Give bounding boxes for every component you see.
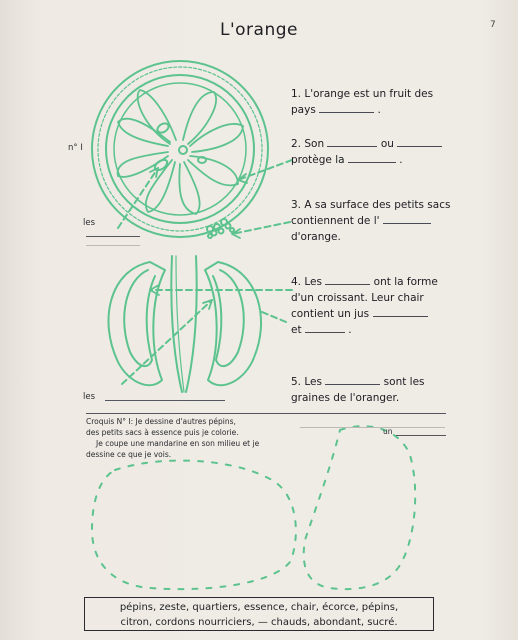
question-3 bbox=[291, 197, 461, 245]
croquis-instructions bbox=[86, 416, 296, 460]
q5-text-c: graines de l'oranger. bbox=[291, 392, 400, 404]
q4-number: 4. bbox=[291, 276, 302, 288]
q2-text-b: ou bbox=[380, 138, 394, 150]
q1-text-a: L'orange est un fruit des bbox=[304, 88, 434, 100]
question-4: 4. Les ont la forme d'un croissant. Leur chair contient un jus et . bbox=[291, 276, 438, 336]
q4-text-c: d'un croissant. Leur chair bbox=[291, 292, 424, 304]
question-5 bbox=[291, 374, 461, 406]
q1-text-b: pays bbox=[291, 104, 316, 116]
q4-text-b: ont la forme bbox=[373, 276, 438, 288]
q5-blank[interactable] bbox=[325, 374, 380, 385]
croquis-un-blank[interactable] bbox=[396, 435, 446, 436]
q2-blank-3[interactable] bbox=[348, 152, 396, 163]
croquis-answer-line bbox=[300, 427, 445, 428]
q5-text-a: Les bbox=[304, 376, 322, 388]
label-les-2: les bbox=[83, 392, 96, 402]
answer-line-les-2[interactable] bbox=[105, 400, 225, 401]
q5-number: 5. bbox=[291, 376, 302, 388]
label-les-1: les bbox=[83, 218, 96, 228]
question-2: 2. Son ou protège la . bbox=[291, 136, 461, 168]
croquis-un-label: un bbox=[383, 427, 393, 436]
q4-blank-1[interactable] bbox=[325, 274, 370, 285]
word-bank-box bbox=[84, 597, 434, 631]
q3-text-a: A sa surface des petits sacs bbox=[304, 199, 451, 211]
answer-line-les-1[interactable] bbox=[86, 236, 140, 237]
q4-blank-2[interactable] bbox=[373, 306, 428, 317]
croquis-separator bbox=[86, 413, 446, 414]
q4-text-a: Les bbox=[304, 276, 322, 288]
croquis-line-4: dessine ce que je vois. bbox=[86, 450, 172, 459]
q4-text-e: et bbox=[291, 324, 302, 336]
croquis-line-3: Je coupe une mandarine en son milieu et je bbox=[96, 439, 260, 448]
page-title: L'orange bbox=[220, 20, 298, 40]
seed-section-drawing bbox=[108, 256, 261, 392]
q2-blank-2[interactable] bbox=[397, 136, 442, 147]
croquis-line-1: Croquis N° I: Je dessine d'autres pépins, bbox=[86, 417, 236, 426]
q2-text-a: Son bbox=[304, 138, 325, 150]
q1-blank[interactable] bbox=[319, 102, 374, 113]
q1-number: 1. bbox=[291, 88, 302, 100]
word-bank-line-2: citron, cordons nourriciers, — chauds, abondant, sucré. bbox=[120, 617, 398, 628]
croquis-line-2: des petits sacs à essence puis je colorie. bbox=[86, 428, 239, 437]
q2-blank-1[interactable] bbox=[327, 136, 377, 147]
orange-cross-section-drawing bbox=[92, 61, 268, 238]
word-bank-line-1: pépins, zeste, quartiers, essence, chair, écorce, pépins, bbox=[119, 602, 399, 613]
q4-blank-3[interactable] bbox=[305, 322, 345, 333]
answer-line-les-1b bbox=[86, 245, 140, 246]
q2-text-c: protège la bbox=[291, 154, 345, 166]
q3-number: 3. bbox=[291, 199, 302, 211]
figure-label: n° I bbox=[68, 143, 83, 153]
q3-text-c: d'orange. bbox=[291, 231, 341, 243]
q3-blank[interactable] bbox=[383, 213, 431, 224]
page-number: 7 bbox=[490, 20, 496, 30]
question-1: 1. L'orange est un fruit des pays . bbox=[291, 88, 434, 116]
q2-number: 2. bbox=[291, 138, 302, 150]
q5-text-b: sont les bbox=[383, 376, 425, 388]
q3-text-b: contiennent de l' bbox=[291, 215, 380, 227]
q4-text-d: contient un jus bbox=[291, 308, 370, 320]
